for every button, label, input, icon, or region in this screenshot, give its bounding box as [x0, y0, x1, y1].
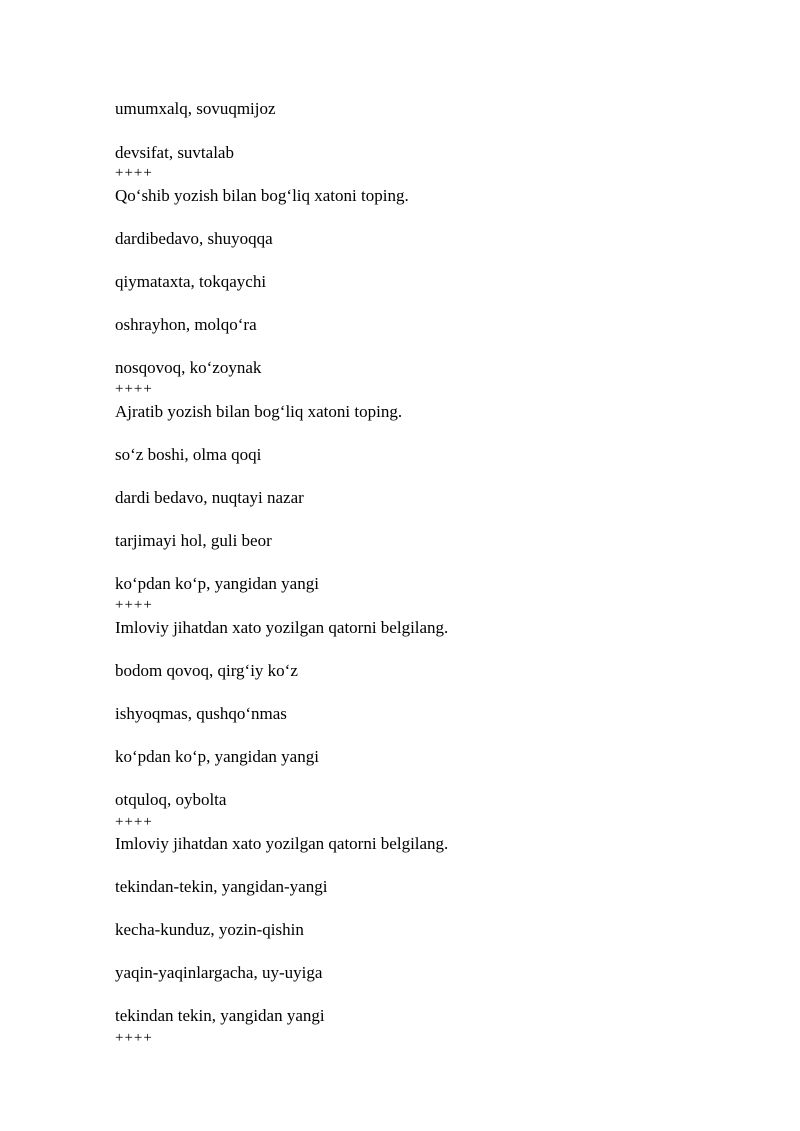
option-line: qiymataxta, tokqaychi — [115, 272, 267, 291]
option-line: ko‘pdan ko‘p, yangidan yangi — [115, 747, 319, 766]
option-line: dardi bedavo, nuqtayi nazar — [115, 488, 304, 507]
option-line: kecha-kunduz, yozin-qishin — [115, 920, 304, 939]
separator: ++++ — [115, 597, 153, 613]
option-line: ishyoqmas, qushqo‘nmas — [115, 704, 287, 723]
option-line: otquloq, oybolta — [115, 790, 227, 809]
option-line: tekindan-tekin, yangidan-yangi — [115, 877, 328, 896]
option-line: ko‘pdan ko‘p, yangidan yangi — [115, 574, 319, 593]
option-line: bodom qovoq, qirg‘iy ko‘z — [115, 661, 298, 680]
separator: ++++ — [115, 1030, 153, 1046]
option-line: yaqin-yaqinlargacha, uy-uyiga — [115, 963, 323, 982]
separator: ++++ — [115, 165, 153, 181]
option-line: nosqovoq, ko‘zoynak — [115, 358, 262, 377]
question-line: Ajratib yozish bilan bog‘liq xatoni toping. — [115, 402, 403, 421]
question-line: Imloviy jihatdan xato yozilgan qatorni belgilang. — [115, 618, 449, 637]
option-line: umumxalq, sovuqmijoz — [115, 99, 276, 118]
option-line: tekindan tekin, yangidan yangi — [115, 1006, 325, 1025]
question-line: Imloviy jihatdan xato yozilgan qatorni belgilang. — [115, 834, 449, 853]
option-line: tarjimayi hol, guli beor — [115, 531, 272, 550]
separator: ++++ — [115, 381, 153, 397]
option-line: devsifat, suvtalab — [115, 143, 234, 162]
option-line: dardibedavo, shuyoqqa — [115, 229, 273, 248]
question-line: Qo‘shib yozish bilan bog‘liq xatoni toping. — [115, 186, 409, 205]
option-line: so‘z boshi, olma qoqi — [115, 445, 262, 464]
option-line: oshrayhon, molqo‘ra — [115, 315, 257, 334]
separator: ++++ — [115, 814, 153, 830]
